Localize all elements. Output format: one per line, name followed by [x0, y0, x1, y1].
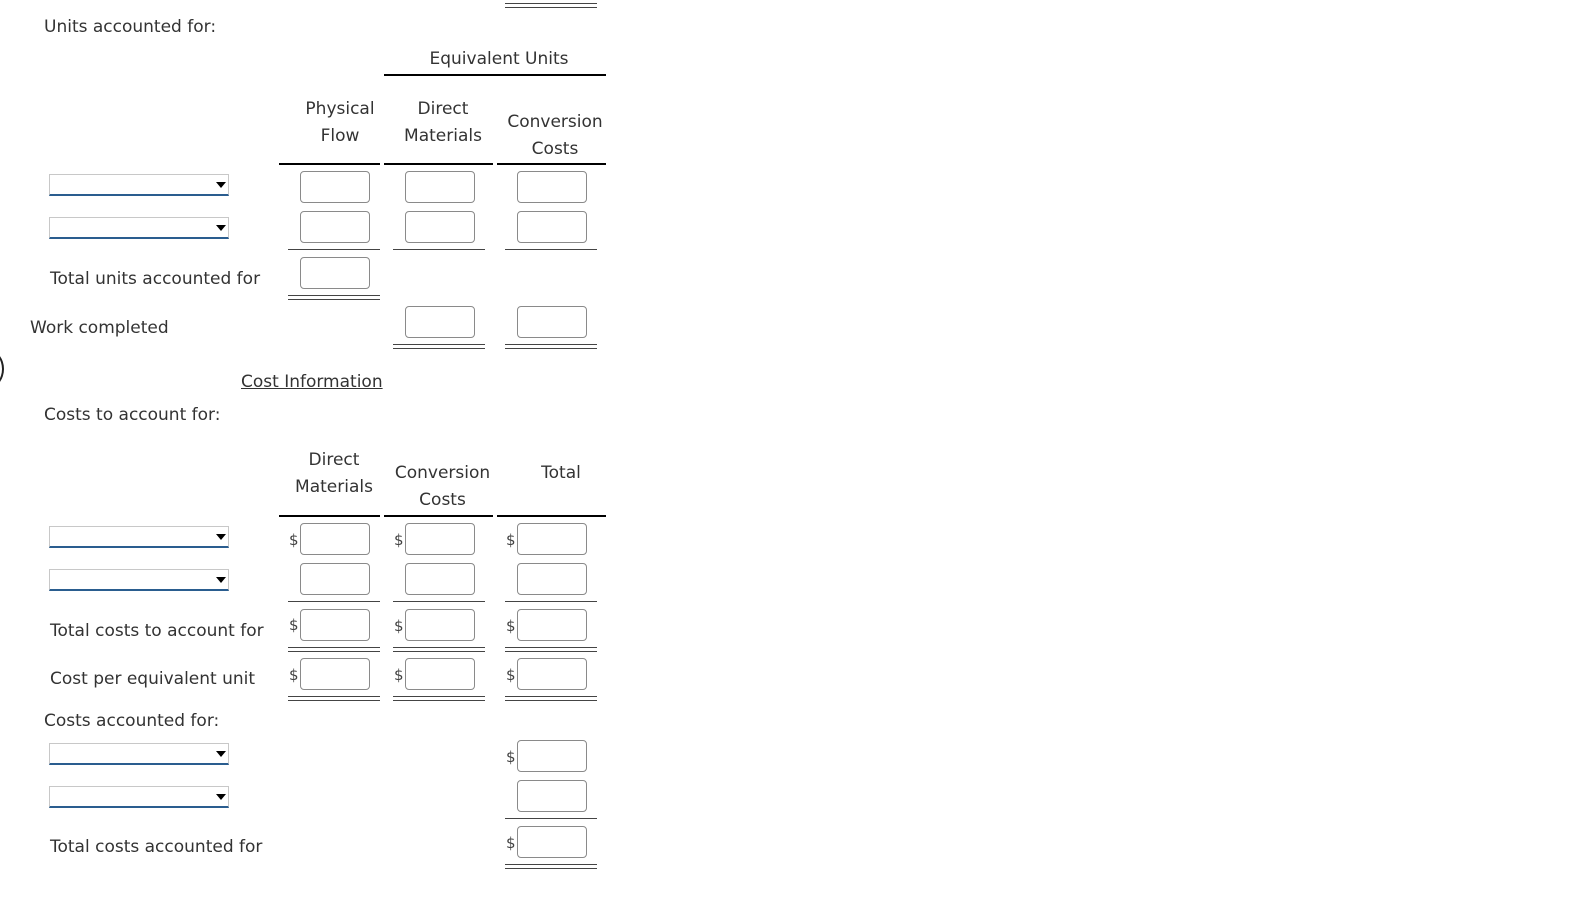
total-units-double-rule	[288, 295, 380, 300]
units-row1-dropdown[interactable]	[49, 174, 229, 196]
dollar-sign: $	[394, 531, 404, 549]
chevron-down-icon	[216, 577, 226, 583]
accounted-subtotal-rule	[505, 818, 597, 819]
top-double-rule	[505, 3, 597, 8]
work-completed-cc-input[interactable]	[517, 306, 587, 338]
total-costs-label: Total costs to account for	[50, 621, 264, 641]
units-header-rule-2	[384, 163, 493, 165]
costs-row1-total-input[interactable]	[517, 523, 587, 555]
cost-per-eu-dm-input[interactable]	[300, 658, 370, 690]
total-units-input[interactable]	[300, 257, 370, 289]
cost-col-total: Total	[541, 463, 581, 483]
edge-circle-decoration	[0, 350, 4, 388]
costs-accounted-for-title: Costs accounted for:	[44, 711, 220, 731]
cost-per-eu-double-rule-3	[505, 696, 597, 701]
dollar-sign: $	[506, 531, 516, 549]
accounted-row1-dropdown[interactable]	[49, 743, 229, 765]
units-row2-cc-input[interactable]	[517, 211, 587, 243]
dollar-sign: $	[289, 531, 299, 549]
costs-row1-cc-input[interactable]	[405, 523, 475, 555]
units-header-rule-1	[279, 163, 380, 165]
total-costs-total-input[interactable]	[517, 609, 587, 641]
chevron-down-icon	[216, 225, 226, 231]
costs-subtotal-rule-2	[393, 601, 485, 602]
total-costs-accounted-label: Total costs accounted for	[50, 837, 263, 857]
cost-col-direct-materials: Direct Materials	[295, 450, 373, 497]
work-completed-label: Work completed	[30, 318, 169, 338]
total-costs-double-rule-1	[288, 647, 380, 652]
dollar-sign: $	[506, 617, 516, 635]
costs-row2-dm-input[interactable]	[300, 563, 370, 595]
chevron-down-icon	[216, 534, 226, 540]
col-conversion-costs: Conversion Costs	[507, 112, 603, 159]
units-row2-physical-input[interactable]	[300, 211, 370, 243]
chevron-down-icon	[216, 794, 226, 800]
dollar-sign: $	[506, 666, 516, 684]
costs-header-rule-2	[384, 515, 493, 517]
accounted-row2-total-input[interactable]	[517, 780, 587, 812]
chevron-down-icon	[216, 182, 226, 188]
costs-row2-cc-input[interactable]	[405, 563, 475, 595]
col-physical-flow: Physical Flow	[305, 99, 375, 146]
costs-row1-dropdown[interactable]	[49, 526, 229, 548]
cost-col-conversion-costs: Conversion Costs	[394, 463, 491, 510]
dollar-sign: $	[289, 666, 299, 684]
total-costs-accounted-double-rule	[505, 864, 597, 869]
cost-per-eu-label: Cost per equivalent unit	[50, 669, 256, 689]
equivalent-units-header: Equivalent Units	[429, 49, 569, 69]
costs-header-rule-3	[497, 515, 606, 517]
costs-row1-dm-input[interactable]	[300, 523, 370, 555]
equivalent-units-rule	[384, 74, 606, 76]
dollar-sign: $	[394, 666, 404, 684]
costs-to-account-for-title: Costs to account for:	[44, 405, 221, 425]
accounted-row2-dropdown[interactable]	[49, 786, 229, 808]
dollar-sign: $	[289, 616, 299, 634]
costs-row2-total-input[interactable]	[517, 563, 587, 595]
accounted-row1-total-input[interactable]	[517, 740, 587, 772]
costs-subtotal-rule-1	[288, 601, 380, 602]
cost-per-eu-double-rule-2	[393, 696, 485, 701]
units-accounted-for-title: Units accounted for:	[44, 17, 217, 37]
total-costs-accounted-input[interactable]	[517, 826, 587, 858]
dollar-sign: $	[394, 617, 404, 635]
units-row2-dm-input[interactable]	[405, 211, 475, 243]
chevron-down-icon	[216, 751, 226, 757]
units-subtotal-rule-3	[505, 249, 597, 250]
dollar-sign: $	[506, 748, 516, 766]
work-completed-dm-input[interactable]	[405, 306, 475, 338]
col-direct-materials: Direct Materials	[404, 99, 482, 146]
units-subtotal-rule-2	[393, 249, 485, 250]
total-units-label: Total units accounted for	[50, 269, 261, 289]
costs-subtotal-rule-3	[505, 601, 597, 602]
total-costs-cc-input[interactable]	[405, 609, 475, 641]
costs-row2-dropdown[interactable]	[49, 569, 229, 591]
total-costs-double-rule-3	[505, 647, 597, 652]
work-completed-cc-double-rule	[505, 344, 597, 349]
cost-information-link[interactable]: Cost Information	[241, 372, 383, 392]
cost-per-eu-cc-input[interactable]	[405, 658, 475, 690]
dollar-sign: $	[506, 834, 516, 852]
cost-per-eu-double-rule-1	[288, 696, 380, 701]
costs-header-rule-1	[279, 515, 380, 517]
total-costs-double-rule-2	[393, 647, 485, 652]
units-row1-cc-input[interactable]	[517, 171, 587, 203]
total-costs-dm-input[interactable]	[300, 609, 370, 641]
work-completed-dm-double-rule	[393, 344, 485, 349]
units-row1-physical-input[interactable]	[300, 171, 370, 203]
units-row1-dm-input[interactable]	[405, 171, 475, 203]
units-header-rule-3	[497, 163, 606, 165]
cost-per-eu-total-input[interactable]	[517, 658, 587, 690]
units-row2-dropdown[interactable]	[49, 217, 229, 239]
units-subtotal-rule-1	[288, 249, 380, 250]
